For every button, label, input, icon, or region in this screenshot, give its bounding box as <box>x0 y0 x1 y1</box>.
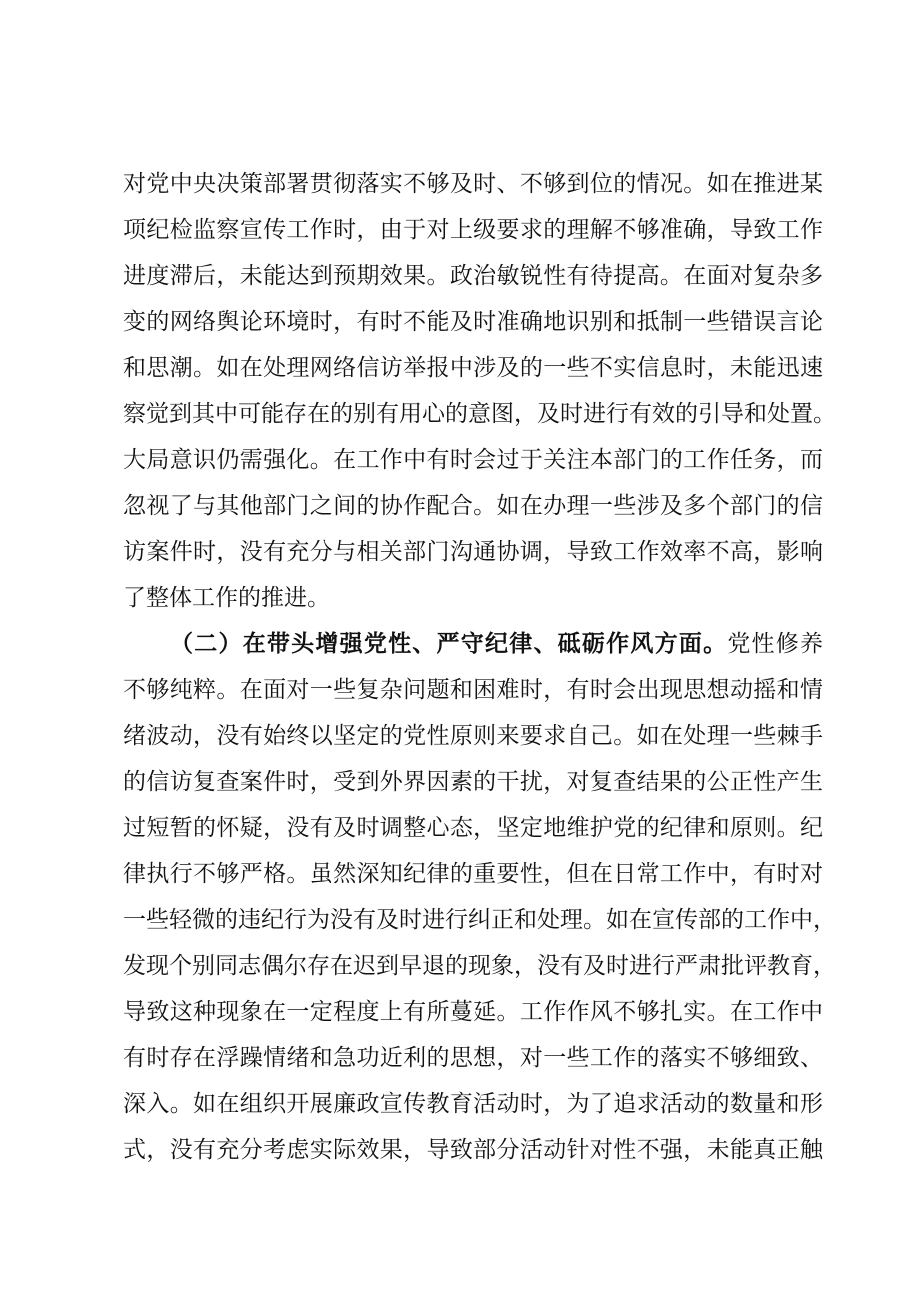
paragraph-line: 一些轻微的违纪行为没有及时进行纠正和处理。如在宣传部的工作中， <box>123 907 836 933</box>
paragraph-line: 忽视了与其他部门之间的协作配合。如在办理一些涉及多个部门的信 <box>123 493 823 519</box>
paragraph-line: 式，没有充分考虑实际效果，导致部分活动针对性不强，未能真正触 <box>123 1137 823 1163</box>
paragraph-line: 大局意识仍需强化。在工作中有时会过于关注本部门的工作任务，而 <box>123 447 823 473</box>
paragraph-line: 和思潮。如在处理网络信访举报中涉及的一些不实信息时，未能迅速 <box>123 355 823 381</box>
paragraph-line: 有时存在浮躁情绪和急功近利的思想，对一些工作的落实不够细致、 <box>123 1045 823 1071</box>
paragraph-line: 过短暂的怀疑，没有及时调整心态，坚定地维护党的纪律和原则。纪 <box>123 815 823 841</box>
paragraph-line: 发现个别同志偶尔存在迟到早退的现象，没有及时进行严肃批评教育， <box>123 953 836 979</box>
section-heading: （二）在带头增强党性、严守纪律、砥砺作风方面。 <box>170 631 728 657</box>
section-heading-line <box>170 624 823 664</box>
paragraph-line: 对党中央决策部署贯彻落实不够及时、不够到位的情况。如在推进某 <box>123 171 823 197</box>
paragraph-line: 导致这种现象在一定程度上有所蔓延。工作作风不够扎实。在工作中 <box>123 999 823 1025</box>
section-heading-continuation: 党性修养 <box>727 631 824 657</box>
paragraph-line: 不够纯粹。在面对一些复杂问题和困难时，有时会出现思想动摇和情 <box>123 677 823 703</box>
paragraph-line: 察觉到其中可能存在的别有用心的意图，及时进行有效的引导和处置。 <box>123 401 836 427</box>
paragraph-line: 项纪检监察宣传工作时，由于对上级要求的理解不够准确，导致工作 <box>123 217 823 243</box>
paragraph-line: 绪波动，没有始终以坚定的党性原则来要求自己。如在处理一些棘手 <box>123 723 823 749</box>
paragraph-line: 变的网络舆论环境时，有时不能及时准确地识别和抵制一些错误言论 <box>123 309 823 335</box>
paragraph-line: 的信访复查案件时，受到外界因素的干扰，对复查结果的公正性产生 <box>123 769 823 795</box>
paragraph-line: 了整体工作的推进。 <box>123 585 330 611</box>
paragraph-line: 进度滞后，未能达到预期效果。政治敏锐性有待提高。在面对复杂多 <box>123 263 823 289</box>
paragraph-line: 深入。如在组织开展廉政宣传教育活动时，为了追求活动的数量和形 <box>123 1091 823 1117</box>
paragraph-line: 律执行不够严格。虽然深知纪律的重要性，但在日常工作中，有时对 <box>123 861 823 887</box>
paragraph-line: 访案件时，没有充分与相关部门沟通协调，导致工作效率不高，影响 <box>123 539 823 565</box>
